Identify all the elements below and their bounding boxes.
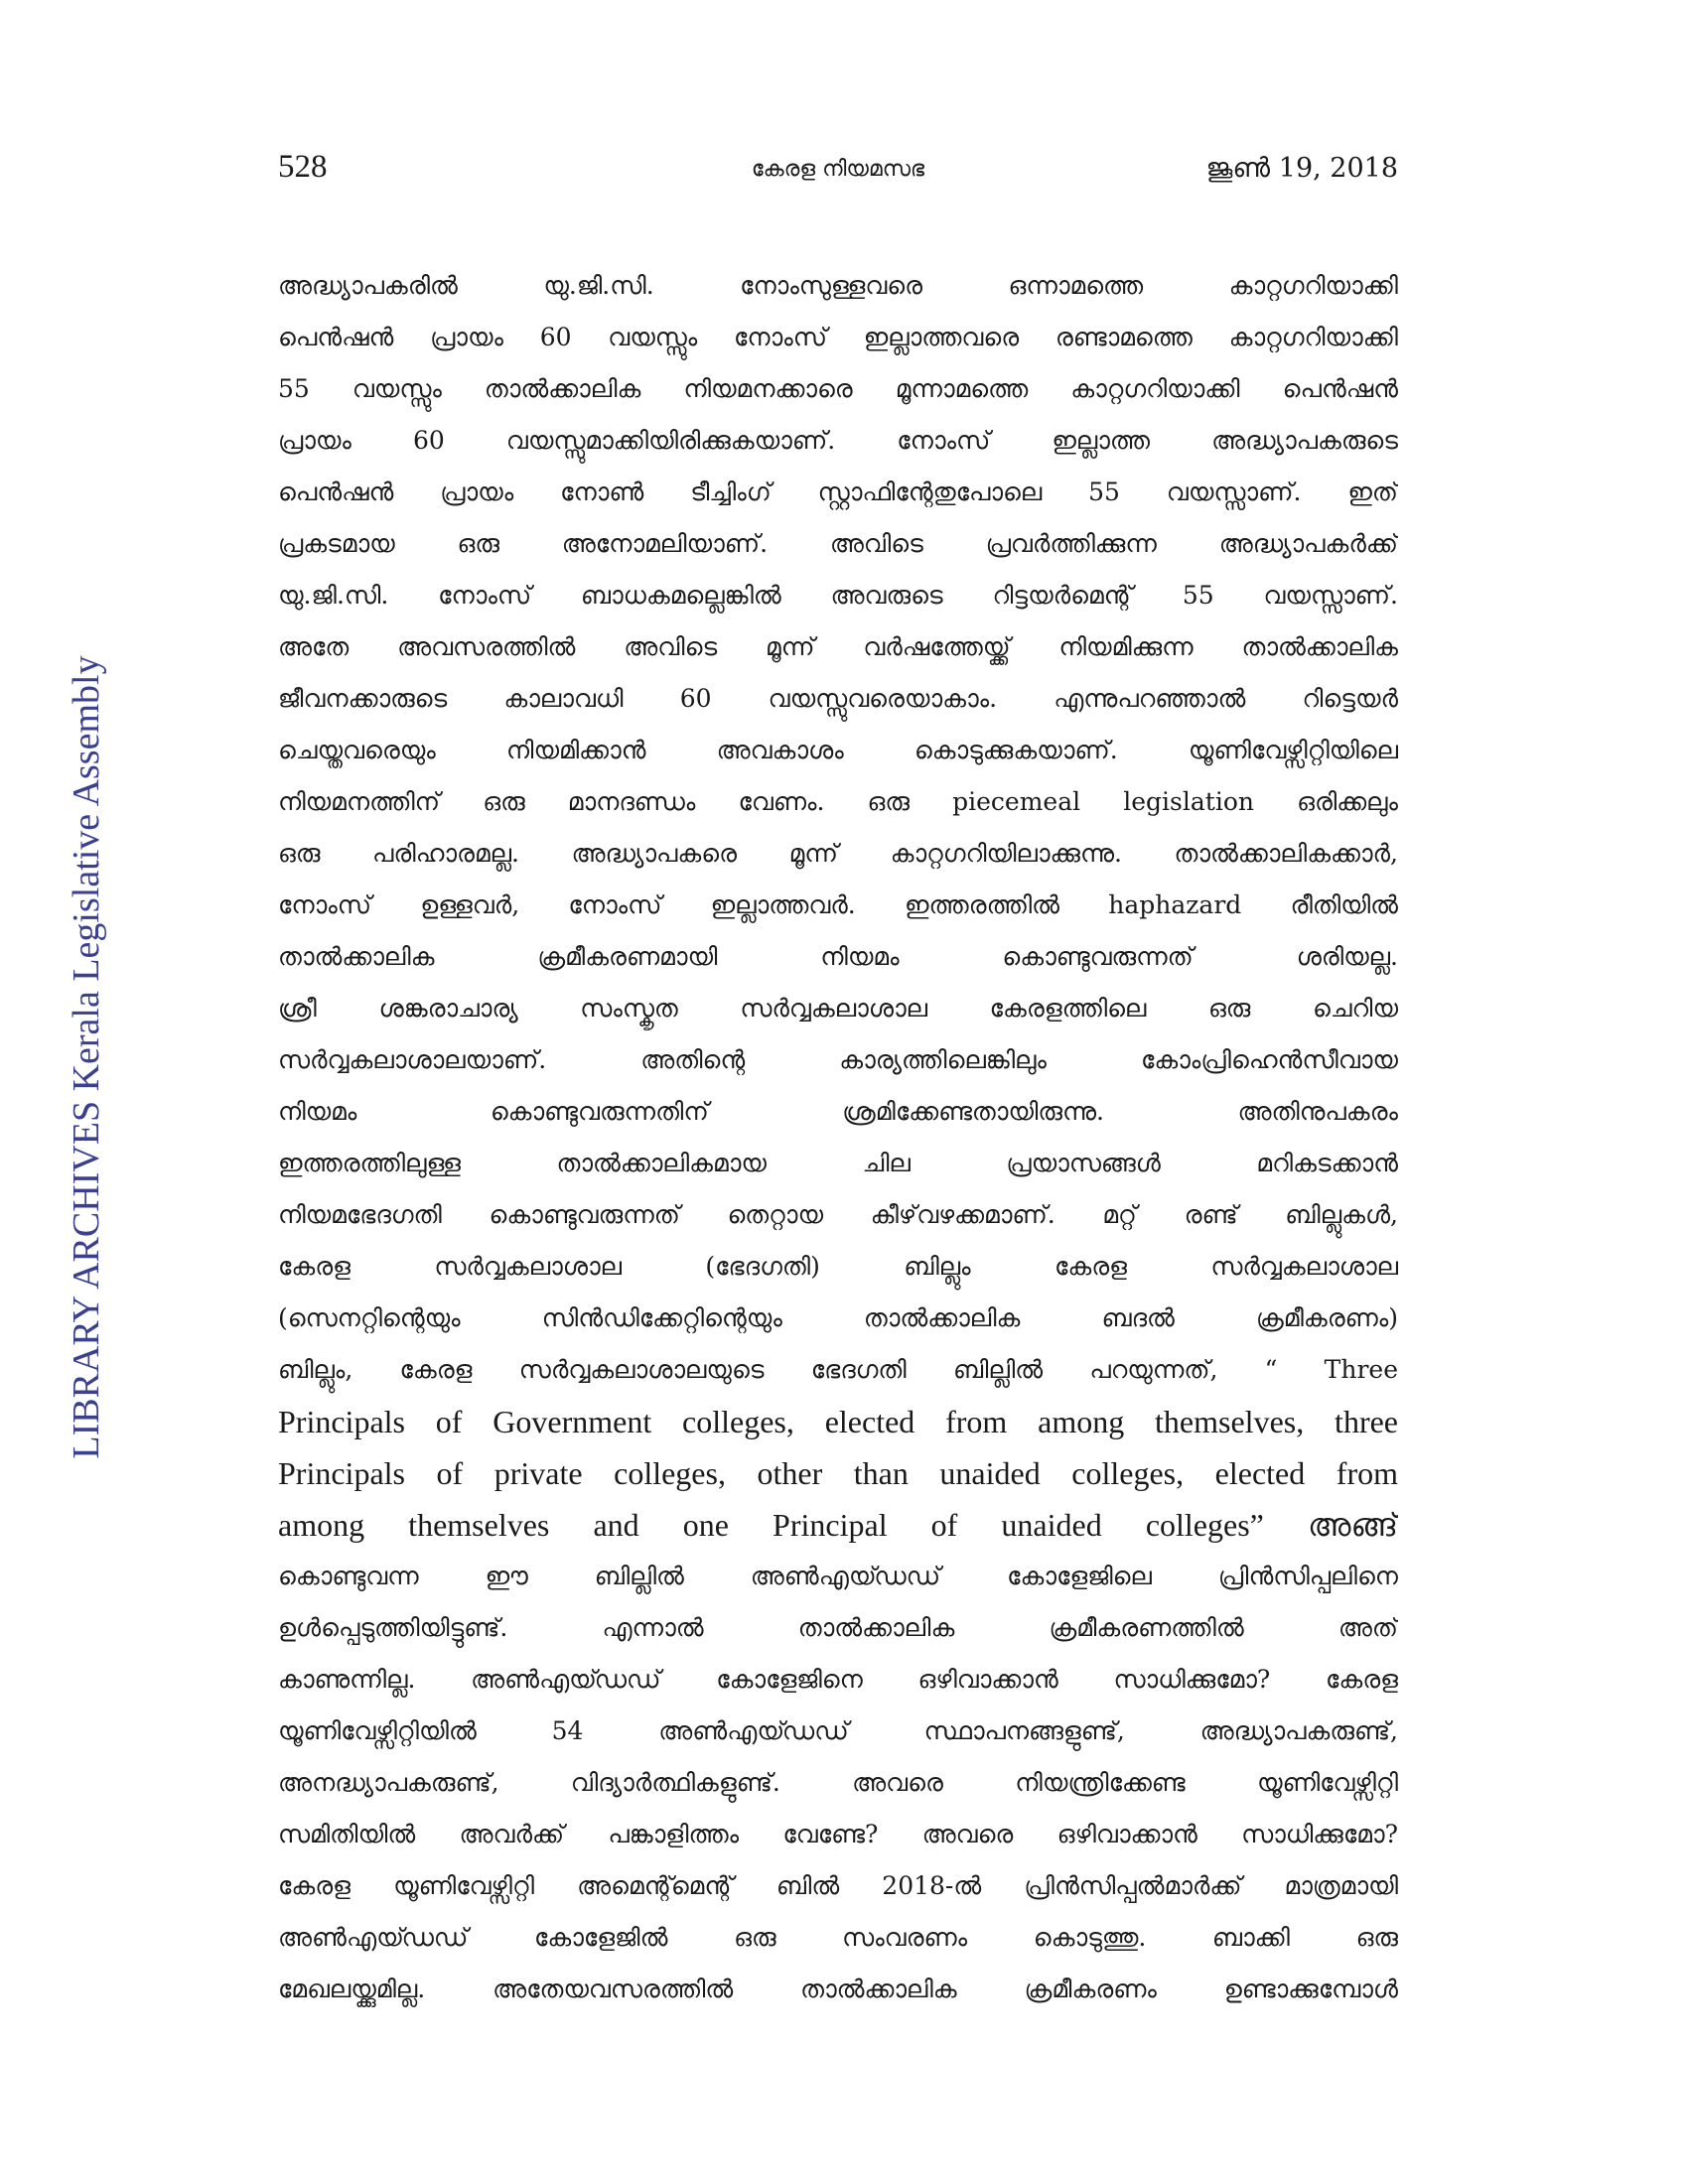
text-line: അൺഎയ്ഡഡ് കോളേജിൽ ഒരു സംവരണം കൊടുത്തു. ബാക്കി ഒരു xyxy=(278,1923,1398,1952)
text-line: താൽക്കാലിക ക്രമീകരണമായി നിയമം കൊണ്ടുവരുന്നത് ശരിയല്ല. xyxy=(278,942,1398,971)
text-line: പ്രായം 60 വയസ്സുമാക്കിയിരിക്കുകയാണ്. നോംസ് ഇല്ലാത്ത അദ്ധ്യാപകരുടെ xyxy=(278,426,1398,455)
text-line: കാണുന്നില്ല. അൺഎയ്ഡഡ് കോളേജിനെ ഒഴിവാക്കാൻ സാധിക്കുമോ? കേരള xyxy=(278,1665,1398,1694)
text-line: കൊണ്ടുവന്ന ഈ ബില്ലിൽ അൺഎയ്ഡഡ് കോളേജിലെ പ്രിൻസിപ്പലിനെ xyxy=(278,1562,1398,1590)
text-line: യു.ജി.സി. നോംസ് ബാധകമല്ലെങ്കിൽ അവരുടെ റിട്ടയർമെന്റ് 55 വയസ്സാണ്. xyxy=(278,581,1398,610)
text-line: മേഖലയ്ക്കുമില്ല. അതേയവസരത്തിൽ താൽക്കാലിക ക്രമീകരണം ഉണ്ടാക്കുമ്പോൾ xyxy=(278,1975,1398,2003)
text-line-english: among themselves and one Principal of unaided colleges” അങ്ങ് xyxy=(278,1507,1398,1543)
text-line: പെൻഷൻ പ്രായം നോൺ ടീച്ചിംഗ് സ്റ്റാഫിന്റേതുപോലെ 55 വയസ്സാണ്. ഇത് xyxy=(278,478,1398,506)
text-line: (സെനറ്റിന്റെയും സിൻഡിക്കേറ്റിന്റെയും താൽക്കാലിക ബദൽ ക്രമീകരണം) xyxy=(278,1303,1398,1332)
body-paragraph xyxy=(278,260,1398,2015)
text-line: കേരള യൂണിവേഴ്സിറ്റി അമെന്റ്മെന്റ് ബിൽ 2018-ൽ പ്രിൻസിപ്പൽമാർക്ക് മാത്രമായി xyxy=(278,1871,1398,1900)
text-line: ഇത്തരത്തിലുള്ള താൽക്കാലികമായ ചില പ്രയാസങ്ങൾ മറികടക്കാൻ xyxy=(278,1149,1398,1177)
text-line: പ്രകടമായ ഒരു അനോമലിയാണ്. അവിടെ പ്രവർത്തിക്കുന്ന അദ്ധ്യാപകർക്ക് xyxy=(278,529,1398,558)
text-line: നിയമനത്തിന് ഒരു മാനദണ്ഡം വേണം. ഒരു piecemeal legislation ഒരിക്കലും xyxy=(278,787,1398,816)
text-line: ഉൾപ്പെടുത്തിയിട്ടുണ്ട്. എന്നാൽ താൽക്കാലിക ക്രമീകരണത്തിൽ അത് xyxy=(278,1613,1398,1642)
text-line: അനദ്ധ്യാപകരുണ്ട്, വിദ്യാർത്ഥികളുണ്ട്. അവരെ നിയന്ത്രിക്കേണ്ട യൂണിവേഴ്സിറ്റി xyxy=(278,1768,1398,1797)
text-line: നിയമം കൊണ്ടുവരുന്നതിന് ശ്രമിക്കേണ്ടതായിരുന്നു. അതിനുപകരം xyxy=(278,1097,1398,1126)
text-line: അദ്ധ്യാപകരിൽ യു.ജി.സി. നോംസുള്ളവരെ ഒന്നാമത്തെ കാറ്റഗറിയാക്കി xyxy=(278,271,1398,300)
text-line: സമിതിയിൽ അവർക്ക് പങ്കാളിത്തം വേണ്ടേ? അവരെ ഒഴിവാക്കാൻ സാധിക്കുമോ? xyxy=(278,1820,1398,1848)
text-line-english: Principals of Government colleges, elected from among themselves, three xyxy=(278,1404,1398,1439)
text-line: യൂണിവേഴ്സിറ്റിയിൽ 54 അൺഎയ്ഡഡ് സ്ഥാപനങ്ങളുണ്ട്, അദ്ധ്യാപകരുണ്ട്, xyxy=(278,1716,1398,1745)
text-line: ജീവനക്കാരുടെ കാലാവധി 60 വയസ്സുവരെയാകാം. എന്നുപറഞ്ഞാൽ റിട്ടെയർ xyxy=(278,684,1398,713)
page-date: ജൂൺ 19, 2018 xyxy=(1205,153,1398,184)
text-line: ചെയ്തവരെയും നിയമിക്കാൻ അവകാശം കൊടുക്കുകയാണ്. യൂണിവേഴ്സിറ്റിയിലെ xyxy=(278,736,1398,764)
page-number: 528 xyxy=(278,149,328,185)
text-line: ശ്രീ ശങ്കരാചാര്യ സംസ്കൃത സർവ്വകലാശാല കേരളത്തിലെ ഒരു ചെറിയ xyxy=(278,994,1398,1023)
library-archives-watermark: LIBRARY ARCHIVES Kerala Legislative Assembly xyxy=(66,655,107,1459)
page-header xyxy=(278,149,1398,199)
text-line: നോംസ് ഉള്ളവർ, നോംസ് ഇല്ലാത്തവർ. ഇത്തരത്തിൽ haphazard രീതിയിൽ xyxy=(278,890,1398,919)
running-title: കേരള നിയമസഭ xyxy=(751,157,925,182)
text-line-english: Principals of private colleges, other than unaided colleges, elected from xyxy=(278,1455,1398,1491)
text-line: അതേ അവസരത്തിൽ അവിടെ മൂന്ന് വർഷത്തേയ്ക്ക് നിയമിക്കുന്ന താൽക്കാലിക xyxy=(278,632,1398,661)
text-line: ഒരു പരിഹാരമല്ല. അദ്ധ്യാപകരെ മൂന്ന് കാറ്റഗറിയിലാക്കുന്നു. താൽക്കാലികക്കാർ, xyxy=(278,839,1398,868)
text-line: പെൻഷൻ പ്രായം 60 വയസ്സും നോംസ് ഇല്ലാത്തവരെ രണ്ടാമത്തെ കാറ്റഗറിയാക്കി xyxy=(278,323,1398,351)
text-line: 55 വയസ്സും താൽക്കാലിക നിയമനക്കാരെ മൂന്നാമത്തെ കാറ്റഗറിയാക്കി പെൻഷൻ xyxy=(278,374,1398,403)
text-line: ബില്ലും, കേരള സർവ്വകലാശാലയുടെ ഭേദഗതി ബില്ലിൽ പറയുന്നത്, “ Three xyxy=(278,1355,1398,1384)
text-line: സർവ്വകലാശാലയാണ്. അതിന്റെ കാര്യത്തിലെങ്കിലും കോംപ്രിഹെൻസീവായ xyxy=(278,1045,1398,1074)
text-line: നിയമഭേദഗതി കൊണ്ടുവരുന്നത് തെറ്റായ കീഴ്‌വഴക്കമാണ്. മറ്റ് രണ്ട് ബില്ലുകൾ, xyxy=(278,1200,1398,1229)
text-line: കേരള സർവ്വകലാശാല (ഭേദഗതി) ബില്ലും കേരള സർവ്വകലാശാല xyxy=(278,1252,1398,1281)
